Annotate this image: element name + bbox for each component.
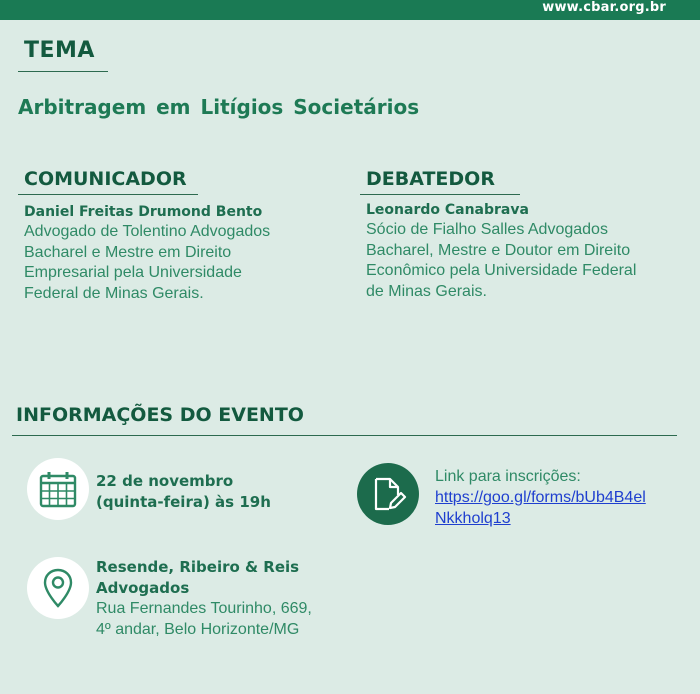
calendar-icon: [39, 470, 77, 508]
venue-name-line: Resende, Ribeiro & Reis: [96, 558, 300, 576]
site-url: www.cbar.org.br: [542, 0, 666, 15]
venue-address-line: Rua Fernandes Tourinho, 669,: [96, 600, 312, 617]
form-badge: [357, 463, 419, 525]
debatedor-heading: DEBATEDOR: [366, 168, 495, 190]
calendar-badge: [27, 458, 89, 520]
comunicador-bio-line: Advogado de Tolentino Advogados: [24, 223, 271, 240]
venue-address: [96, 598, 312, 640]
venue-address-line: 4º andar, Belo Horizonte/MG: [96, 621, 300, 638]
link-label: Link para inscrições:: [435, 468, 581, 485]
comunicador-name: Daniel Freitas Drumond Bento: [24, 204, 263, 220]
comunicador-bio-line: Bacharel e Mestre em Direito: [24, 243, 232, 261]
comunicador-bio: [24, 222, 270, 304]
comunicador-bio-line: Federal de Minas Gerais.: [24, 284, 204, 302]
registration-link-line[interactable]: Nkkholq13: [435, 510, 511, 527]
tema-underline: [18, 71, 108, 72]
tema-heading: TEMA: [24, 38, 95, 63]
location-badge: [27, 557, 89, 619]
map-pin-icon: [43, 568, 73, 608]
registration-link[interactable]: [435, 487, 646, 529]
debatedor-underline: [360, 194, 520, 195]
event-divider: [12, 435, 677, 436]
debatedor-bio: [366, 220, 636, 302]
event-date: [96, 471, 271, 513]
document-edit-icon: [369, 475, 407, 513]
comunicador-bio-line: Empresarial pela Universidade: [24, 264, 242, 281]
comunicador-underline: [18, 194, 198, 195]
registration-link-line[interactable]: https://goo.gl/forms/bUb4B4el: [435, 489, 646, 506]
debatedor-name: Leonardo Canabrava: [366, 202, 529, 218]
event-date-line: (quinta-feira) às 19h: [96, 493, 271, 511]
tema-topic: Arbitragem em Litígios Societários: [18, 95, 420, 119]
debatedor-bio-line: Bacharel, Mestre e Doutor em Direito: [366, 241, 631, 259]
comunicador-heading: COMUNICADOR: [24, 168, 187, 190]
event-date-line: 22 de novembro: [96, 472, 234, 490]
debatedor-bio-line: Econômico pela Universidade Federal: [366, 262, 637, 279]
event-heading: INFORMAÇÕES DO EVENTO: [16, 404, 304, 426]
debatedor-bio-line: de Minas Gerais.: [366, 282, 487, 300]
debatedor-bio-line: Sócio de Fialho Salles Advogados: [366, 221, 608, 238]
venue-name: [96, 557, 299, 599]
venue-name-line: Advogados: [96, 579, 190, 597]
